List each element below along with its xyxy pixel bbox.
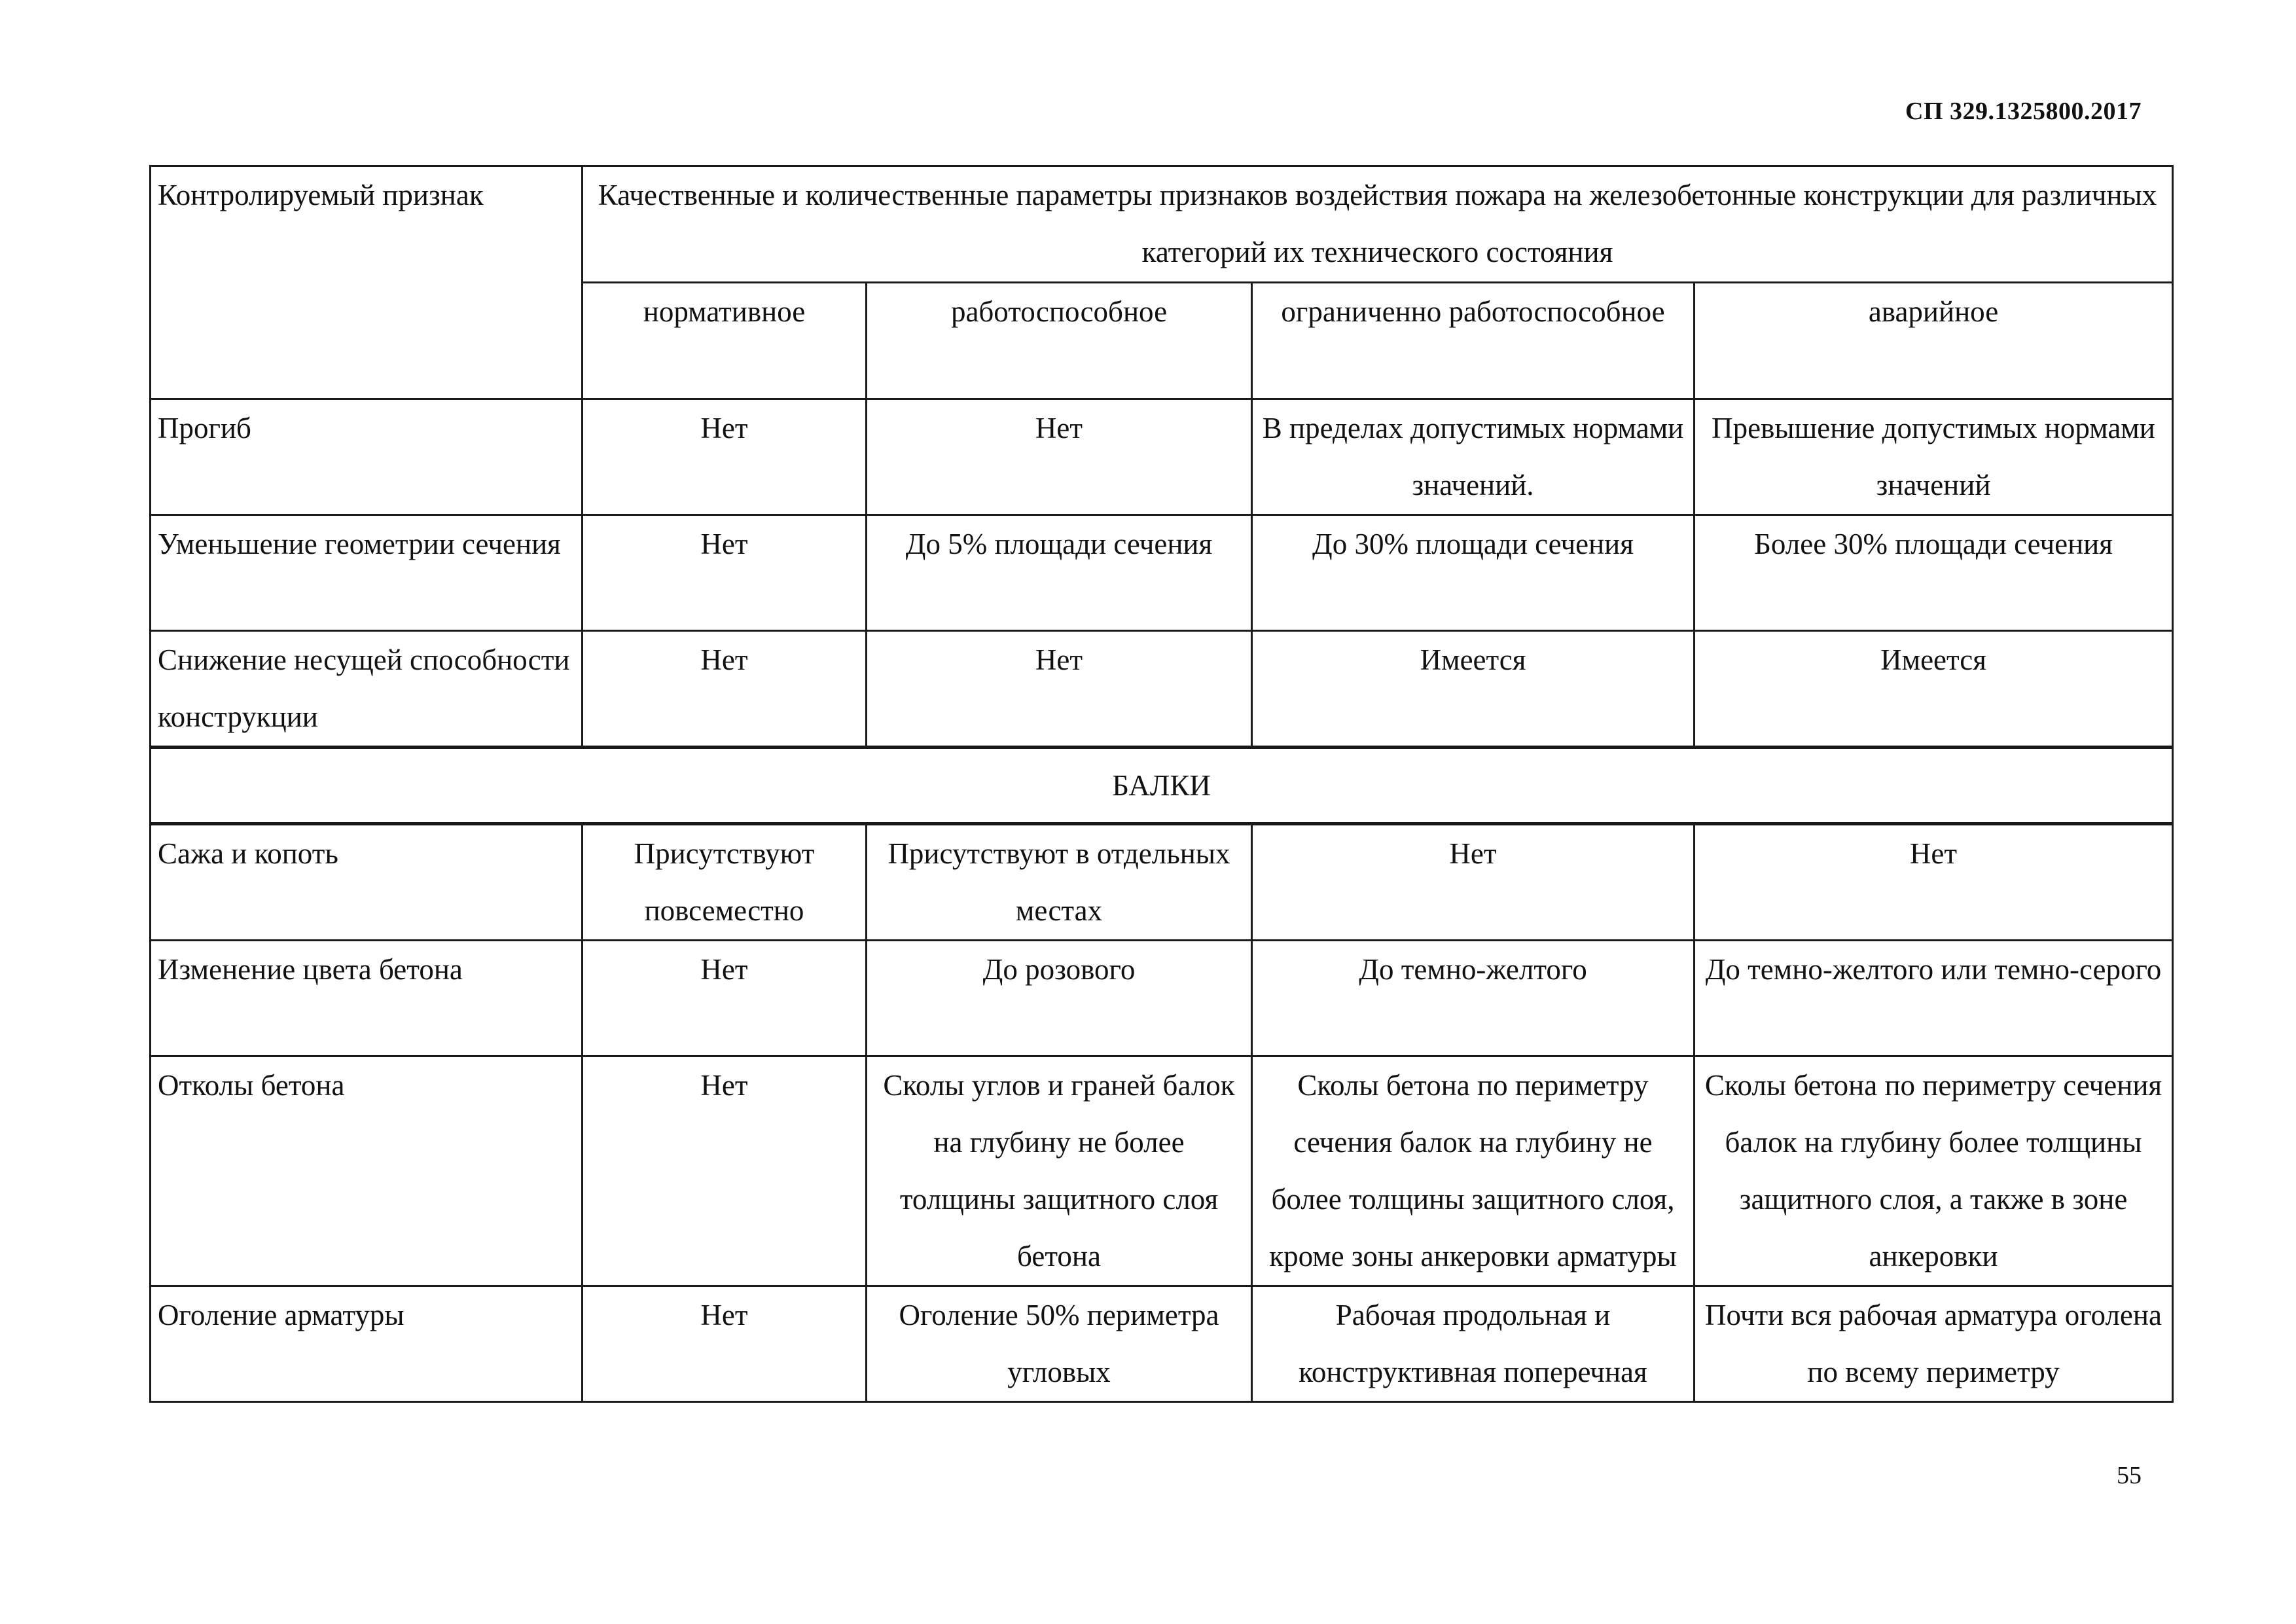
table-row (151, 941, 2173, 1056)
row-value: До 30% площади сечения (1252, 515, 1695, 631)
row-value: Нет (583, 941, 867, 1056)
table-row (151, 631, 2173, 748)
table-header-row (151, 166, 2173, 283)
row-value: Нет (1695, 824, 2173, 941)
feature-column-header: Контролируемый признак (151, 166, 583, 399)
row-value: Более 30% площади сечения (1695, 515, 2173, 631)
table-row (151, 399, 2173, 515)
row-value: Рабочая продольная и конструктивная поперечная (1252, 1286, 1695, 1402)
row-value: Превышение допустимых нормами значений (1695, 399, 2173, 515)
table-row (151, 515, 2173, 631)
row-value: До розового (867, 941, 1252, 1056)
row-value: До темно-желтого (1252, 941, 1695, 1056)
row-value: Присутствуют повсеместно (583, 824, 867, 941)
document-code: СП 329.1325800.2017 (1905, 98, 2142, 125)
category-header-limited-operable: ограниченно работоспособное (1252, 283, 1695, 399)
section-row (151, 748, 2173, 824)
section-title: БАЛКИ (151, 748, 2173, 824)
category-header-normative: нормативное (583, 283, 867, 399)
row-value: Имеется (1252, 631, 1695, 748)
table-row (151, 1286, 2173, 1402)
parameters-group-header: Качественные и количественные параметры признаков воздействия пожара на железобетонные конструкции для различных категорий их технического состояния (583, 166, 2173, 283)
row-value: Нет (583, 515, 867, 631)
row-value: Нет (1252, 824, 1695, 941)
row-value: Оголение 50% периметра угловых (867, 1286, 1252, 1402)
row-feature: Снижение несущей способности конструкции (151, 631, 583, 748)
fire-damage-criteria-table (149, 165, 2174, 1403)
row-value: Имеется (1695, 631, 2173, 748)
page-number: 55 (2117, 1462, 2142, 1489)
row-value: В пределах допустимых нормами значений. (1252, 399, 1695, 515)
row-feature: Оголение арматуры (151, 1286, 583, 1402)
row-value: Почти вся рабочая арматура оголена по всему периметру (1695, 1286, 2173, 1402)
row-feature: Прогиб (151, 399, 583, 515)
row-value: Нет (583, 399, 867, 515)
row-feature: Уменьшение геометрии сечения (151, 515, 583, 631)
row-value: Нет (583, 1056, 867, 1286)
row-value: Нет (867, 399, 1252, 515)
row-value: До темно-желтого или темно-серого (1695, 941, 2173, 1056)
row-value: Сколы бетона по периметру сечения балок на глубину не более толщины защитного слоя, кроме зоны анкеровки арматуры (1252, 1056, 1695, 1286)
table-row (151, 1056, 2173, 1286)
row-value: Нет (867, 631, 1252, 748)
row-value: Сколы углов и граней балок на глубину не более толщины защитного слоя бетона (867, 1056, 1252, 1286)
table-row (151, 824, 2173, 941)
row-value: До 5% площади сечения (867, 515, 1252, 631)
row-value: Сколы бетона по периметру сечения балок на глубину более толщины защитного слоя, а также в зоне анкеровки (1695, 1056, 2173, 1286)
row-feature: Изменение цвета бетона (151, 941, 583, 1056)
row-feature: Отколы бетона (151, 1056, 583, 1286)
row-value: Присутствуют в отдельных местах (867, 824, 1252, 941)
row-feature: Сажа и копоть (151, 824, 583, 941)
row-value: Нет (583, 1286, 867, 1402)
category-header-emergency: аварийное (1695, 283, 2173, 399)
row-value: Нет (583, 631, 867, 748)
category-header-operable: работоспособное (867, 283, 1252, 399)
